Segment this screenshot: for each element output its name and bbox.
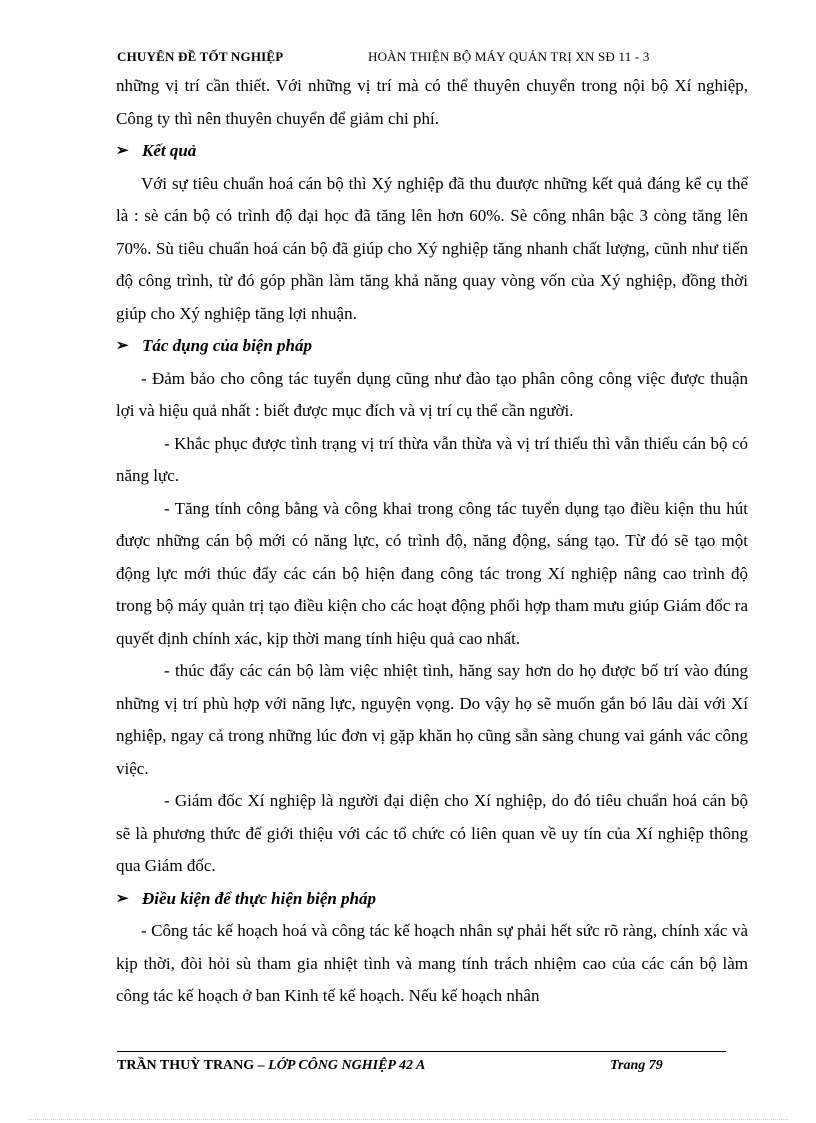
footer-divider [117, 1051, 726, 1052]
header-right: HOÀN THIỆN BỘ MÁY QUẢN TRỊ XN SĐ 11 - 3 [368, 49, 650, 64]
page-number: Trang 79 [610, 1058, 663, 1073]
paragraph-tac-dung-4: - thúc đẩy các cán bộ làm việc nhiệt tình, hăng say hơn do họ được bố trí vào đúng những vị trí phù hợp với năng lực, nguyện vọng. Do vậy họ sẽ muốn gắn bó lâu dài với Xí nghiệp, ngay cả trong những lúc đơn vị gặp khăn họ cũng sẵn sàng chung vai gánh vác công việc. [116, 661, 748, 778]
paragraph-ket-qua: Với sự tiêu chuẩn hoá cán bộ thì Xý nghiệp đã thu đuược những kết quả đáng kể cụ thể là : sè cán bộ có trình độ đại học đã tăng lên hơn 60%. Sè công nhân bậc 3 còng tăng lên 70%. Sù tiêu chuẩn hoá cán bộ đã giúp cho Xý nghiệp tăng nhanh chất lượng, cũnh như tiến độ công trình, từ đó góp phần làm tăng khả năng quay vòng vốn của Xý nghiệp, đồng thời giúp cho Xý nghiệp tăng lợi nhuận. [116, 173, 748, 323]
paragraph-dieu-kien: - Công tác kế hoạch hoá và công tác kế hoạch nhân sự phải hết sức rõ ràng, chính xác và kịp thời, đòi hỏi sù tham gia nhiệt tình và mang tính trách nhiệm cao của các cán bộ làm công tác kế hoạch ở ban Kinh tế kế hoạch. Nếu kế hoạch nhân [116, 921, 748, 1005]
arrow-bullet-icon: ➢ [116, 143, 129, 159]
paragraph-tac-dung-3: - Tăng tính công bằng và công khai trong công tác tuyển dụng tạo điều kiện thu hút được những cán bộ mới có năng lực, có trình độ, năng động, sáng tạo. Từ đó sẽ tạo một động lực mới thúc đẩy các cán bộ hiện đang công tác trong Xí nghiệp nâng cao trình độ trong bộ máy quản trị tạo điều kiện cho các hoạt động phối hợp tham mưu giúp Giám đốc ra quyết định chính xác, kịp thời mang tính hiệu quả cao nhất. [116, 498, 748, 648]
document-body [116, 70, 748, 1013]
header-left: CHUYÊN ĐỀ TỐT NGHIỆP [117, 49, 284, 64]
section-heading-tac-dung [116, 330, 748, 363]
heading-text: Điều kiện để thực hiện biện pháp [142, 888, 377, 908]
footer-author: TRẦN THUỲ TRANG – [117, 1058, 269, 1073]
arrow-bullet-icon: ➢ [116, 890, 129, 907]
page-footer [117, 1058, 726, 1074]
footer-class: LỚP CÔNG NGHIỆP 42 A [268, 1058, 426, 1073]
paragraph-continuation: những vị trí cần thiết. Với những vị trí mà có thể thuyên chuyển trong nội bộ Xí nghiệp, Công ty thì nên thuyên chuyển để giảm chi phí. [116, 76, 748, 128]
paragraph-tac-dung-2: - Khắc phục được tình trạng vị trí thừa vẫn thừa và vị trí thiếu thì vẫn thiếu cán bộ có năng lực. [116, 433, 748, 485]
page-bottom-edge [28, 1119, 788, 1120]
section-heading-dieu-kien [116, 883, 748, 916]
section-heading-ket-qua [116, 135, 748, 168]
paragraph-tac-dung-1: - Đảm bảo cho công tác tuyển dụng cũng như đào tạo phân công công việc được thuận lợi và hiệu quả nhất : biết được mục đích và vị trí cụ thể cần người. [116, 368, 748, 420]
arrow-bullet-icon: ➢ [116, 338, 129, 354]
heading-text: Kết quả [142, 141, 197, 160]
heading-text: Tác dụng của biện pháp [142, 336, 313, 355]
paragraph-tac-dung-5: - Giám đốc Xí nghiệp là người đại diện cho Xí nghiệp, do đó tiêu chuẩn hoá cán bộ sẽ là phương thức để giới thiệu với các tổ chức có liên quan về uy tín của Xí nghiệp thông qua Giám đốc. [116, 791, 748, 875]
page-header [117, 49, 737, 65]
